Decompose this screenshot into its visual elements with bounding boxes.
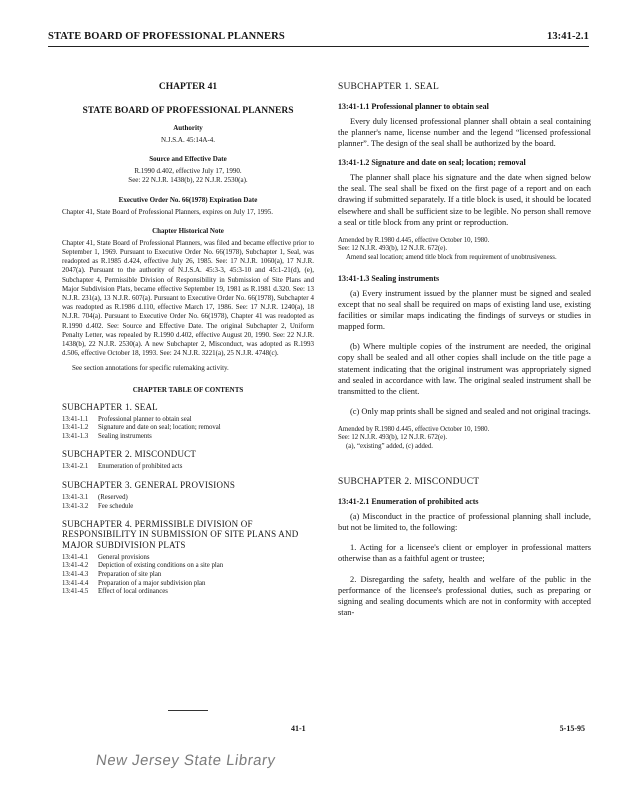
section-1-1-title: 13:41-1.1 Professional planner to obtain seal	[338, 102, 489, 111]
section-1-2-amendment	[338, 237, 591, 262]
section-2-1-item-1: 1. Acting for a licensee's client or employer in professional matters otherwise than as a faithful agent or trustee;	[338, 543, 591, 564]
toc-item-title: Fee schedule	[98, 502, 134, 510]
section-1-1-body: Every duly licensed professional planner shall obtain a seal containing the planner's name, license number and the legend “licensed professional planner”. The design of the seal shall be authorized by the board.	[338, 117, 591, 149]
amendment-line: Amended by R.1980 d.445, effective October 10, 1980.	[338, 236, 490, 244]
column-end-rule	[168, 710, 208, 711]
toc-item-number: 13:41-1.1	[62, 415, 89, 423]
subchapter-2-heading: SUBCHAPTER 2. MISCONDUCT	[338, 477, 480, 488]
section-1-3-para-a: (a) Every instrument issued by the planner must be signed and sealed except that no seal shall be required on maps of existing land use, existing facilities or similar maps indicating the findings of surveys or studies in mapped form.	[338, 288, 591, 332]
toc-item-title: Enumeration of prohibited acts	[98, 463, 183, 471]
amendment-line: See: 12 N.J.R. 493(b), 12 N.J.R. 672(e).	[338, 434, 448, 442]
toc-item-number: 13:41-4.4	[62, 579, 89, 587]
exec-order-text: Chapter 41, State Board of Professional Planners, expires on July 17, 1995.	[62, 207, 273, 216]
source-line: See: 22 N.J.R. 1438(b), 22 N.J.R. 2530(a).	[128, 176, 248, 185]
toc-item	[62, 562, 314, 571]
toc-item-title: General provisions	[98, 553, 150, 561]
toc-item-title: Effect of local ordinances	[98, 588, 168, 596]
toc-item	[62, 433, 314, 442]
toc-item-title: Preparation of site plan	[98, 571, 162, 579]
section-1-2-body: The planner shall place his signature and the date when signed below the seal. The seal shall be fixed on the first page of a report and on each drawing if submitted separately. If a title block is used, it should be located elsewhere and shall be sufficient size to be legible. No person shall remove a seal or title block from any print or reproduction.	[338, 173, 591, 227]
toc-item-number: 13:41-1.3	[62, 432, 89, 440]
toc-item	[62, 571, 314, 580]
toc-item	[62, 416, 314, 425]
amendment-line: See: 12 N.J.R. 493(b), 12 N.J.R. 672(e).	[338, 245, 448, 253]
toc-subchapter	[62, 449, 314, 472]
toc-item	[62, 494, 314, 503]
amendment-line: (a), “existing” added, (c) added.	[346, 442, 433, 450]
exec-order-heading: Executive Order No. 66(1978) Expiration Date	[118, 195, 258, 204]
toc-heading: CHAPTER TABLE OF CONTENTS	[132, 385, 244, 394]
section-2-1-title: 13:41-2.1 Enumeration of prohibited acts	[338, 497, 479, 507]
toc-item-title: Preparation of a major subdivision plan	[98, 579, 206, 587]
left-column	[62, 82, 314, 597]
toc-item	[62, 588, 314, 597]
library-stamp: New Jersey State Library	[94, 752, 277, 769]
amendment-line: Amended by R.1980 d.445, effective October 10, 1980.	[338, 425, 490, 433]
source-heading: Source and Effective Date	[149, 155, 227, 164]
running-header	[48, 28, 589, 47]
toc-item-title: Depiction of existing conditions on a site plan	[98, 562, 224, 570]
page-number: 41-1	[291, 724, 306, 733]
section-2-1-item-2: 2. Disregarding the safety, health and welfare of the public in the performance of the licensee's professional duties, such as preparing or signing and sealing documents which are not in conformity with accepted stan-	[338, 574, 591, 617]
authority-heading: Authority	[173, 124, 203, 132]
toc-item-number: 13:41-3.1	[62, 494, 89, 502]
section-1-3-title: 13:41-1.3 Sealing instruments	[338, 273, 440, 283]
section-1-3-para-c: (c) Only map prints shall be signed and sealed and not original tracings.	[350, 406, 591, 416]
section-1-3-amendment	[338, 426, 591, 451]
amendment-line: Amend seal location; amend title block from requirement of unobtrusiveness.	[346, 253, 557, 261]
source-line: R.1990 d.402, effective July 17, 1990.	[134, 167, 242, 176]
toc-item-title: Professional planner to obtain seal	[98, 415, 192, 423]
right-column	[338, 82, 591, 627]
header-title: STATE BOARD OF PROFESSIONAL PLANNERS	[48, 31, 285, 42]
toc-subchapter	[62, 480, 314, 511]
toc-subchapter-title: SUBCHAPTER 3. GENERAL PROVISIONS	[62, 480, 236, 491]
toc-item-number: 13:41-4.1	[62, 553, 89, 561]
toc-item	[62, 424, 314, 433]
toc-subchapter-title: SUBCHAPTER 1. SEAL	[62, 401, 158, 412]
toc-item-title: (Reserved)	[98, 494, 128, 502]
chapter-title: STATE BOARD OF PROFESSIONAL PLANNERS	[82, 106, 294, 116]
history-heading: Chapter Historical Note	[152, 226, 224, 235]
history-text: Chapter 41, State Board of Professional Planners, was filed and became effective prior to September 1, 1969. Pursuant to Executive Order No. 66(1978), Subchapter 1, Seal, was readopted as R.1985 d.424, effective July 26, 1985. See: 17 N.J.R. 1060(a), 17 N.J.R. 2047(a). Pursuant to the authority of N.J.S.A. 45:3-3, 45:3-10 and 45:1-21(d), (e), Subchapter 4, Permissible Division of Responsibility in Submission of Site Plans and Major Subdivision Plats, became effective September 19, 1981 as R.1981 d.320. See: 13 N.J.R. 231(a), 13 N.J.R. 607(a). Pursuant to Executive Order No. 66(1978), Subchapter 4 was readopted as R.1986 d.110, effective March 17, 1986. See: 17 N.J.R. 1240(a), 18 N.J.R. 704(a). Pursuant to Executive Order No. 66(1978), Chapter 41 was readopted as R.1990 d.402. See: Source and Effective Date. The original Subchapter 2, Uniform Penalty Letter, was repealed by R.1990 d.402, effective August 20, 1990. See: 22 N.J.R. 1438(b), 22 N.J.R. 2530(a). A new Subchapter 2, Misconduct, was adopted as R.1993 d.506, effective October 18, 1993. See: 24 N.J.R. 3221(a), 25 N.J.R. 4748(c).	[62, 238, 314, 358]
chapter-number: CHAPTER 41	[158, 82, 218, 92]
section-1-3-para-b: (b) Where multiple copies of the instrument are needed, the original copy shall be sealed and all other copies shall include on the title page a statement indicating that the original instrument was appropriately signed and sealed in accordance with law. The original sealed instrument shall be transmitted to the client.	[338, 342, 591, 396]
toc-subchapter	[62, 519, 314, 597]
toc-subchapter-title: SUBCHAPTER 4. PERMISSIBLE DIVISION OF RESPONSIBILITY IN SUBMISSION OF SITE PLANS AND MAJOR SUBDIVISION PLATS	[62, 519, 299, 550]
toc-subchapter-title: SUBCHAPTER 2. MISCONDUCT	[62, 449, 197, 460]
toc-item-number: 13:41-4.3	[62, 571, 89, 579]
toc-item	[62, 554, 314, 563]
page-date: 5-15-95	[559, 724, 585, 733]
section-1-2-title: 13:41-1.2 Signature and date on seal; location; removal	[338, 158, 526, 168]
subchapter-1-heading: SUBCHAPTER 1. SEAL	[338, 82, 439, 92]
section-2-1-para-a: (a) Misconduct in the practice of professional planning shall include, but not be limited to, the following:	[338, 512, 591, 533]
toc-item	[62, 503, 314, 512]
see-note: See section annotations for specific rulemaking activity.	[72, 364, 229, 373]
toc-item-number: 13:41-4.2	[62, 562, 89, 570]
toc-item	[62, 580, 314, 589]
source-text	[62, 167, 314, 185]
toc-item-number: 13:41-2.1	[62, 463, 89, 471]
toc-item-number: 13:41-4.5	[62, 588, 89, 596]
toc-subchapter	[62, 402, 314, 442]
toc-item	[62, 463, 314, 472]
authority-text: N.J.S.A. 45:14A-4.	[160, 136, 216, 144]
toc-item-number: 13:41-3.2	[62, 502, 89, 510]
header-section-number: 13:41-2.1	[546, 31, 589, 42]
toc-item-title: Sealing instruments	[98, 432, 152, 440]
toc-item-title: Signature and date on seal; location; removal	[98, 424, 221, 432]
toc-item-number: 13:41-1.2	[62, 424, 89, 432]
